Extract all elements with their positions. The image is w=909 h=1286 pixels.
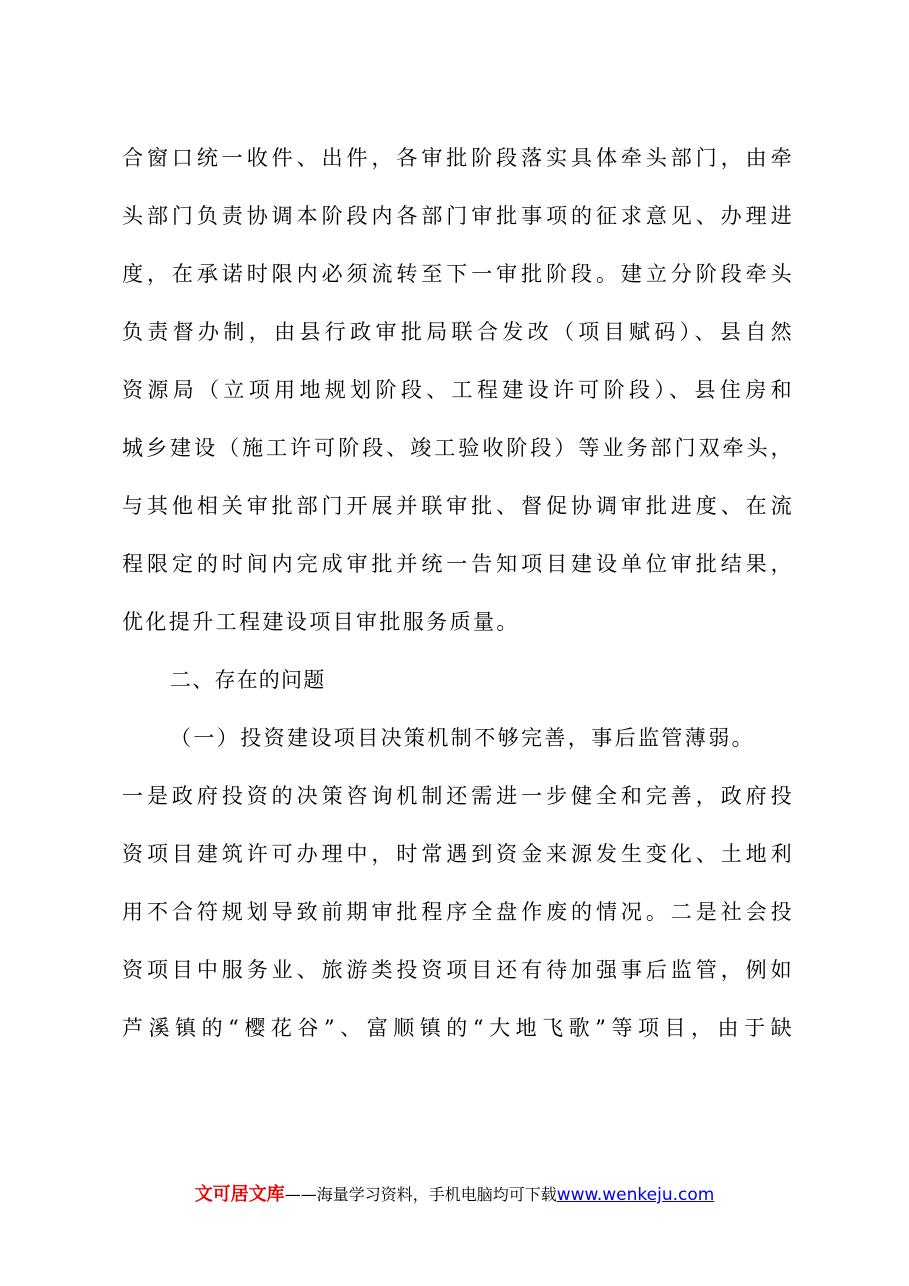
text-line: 与其他相关审批部门开展并联审批、督促协调审批进度、在流 xyxy=(122,494,794,518)
text-line: 程限定的时间内完成审批并统一告知项目建设单位审批结果， xyxy=(122,552,794,576)
text-line: 度，在承诺时限内必须流转至下一审批阶段。建立分阶段牵头 xyxy=(122,262,794,286)
text-line: 资项目建筑许可办理中，时常遇到资金来源发生变化、土地利 xyxy=(122,842,794,866)
text-line: 资源局（立项用地规划阶段、工程建设许可阶段）、县住房和 xyxy=(122,378,794,402)
text-line: 一是政府投资的决策咨询机制还需进一步健全和完善，政府投 xyxy=(122,784,794,808)
page-footer xyxy=(0,1180,909,1206)
text-line: 头部门负责协调本阶段内各部门审批事项的征求意见、办理进 xyxy=(122,204,794,228)
text-line: 合窗口统一收件、出件，各审批阶段落实具体牵头部门，由牵 xyxy=(122,146,794,170)
document-body xyxy=(122,134,794,1062)
text-line: 优化提升工程建设项目审批服务质量。 xyxy=(122,610,520,634)
text-line: 资项目中服务业、旅游类投资项目还有待加强事后监管，例如 xyxy=(122,958,794,982)
footer-link[interactable]: www.wenkeju.com xyxy=(556,1185,715,1205)
section-heading: 二、存在的问题 xyxy=(170,668,326,692)
text-line: 城乡建设（施工许可阶段、竣工验收阶段）等业务部门双牵头， xyxy=(122,436,794,460)
footer-brand: 文可居文库 xyxy=(194,1184,285,1205)
text-line: 芦溪镇的“樱花谷”、富顺镇的“大地飞歌”等项目，由于缺 xyxy=(122,1016,794,1040)
footer-slogan: ——海量学习资料，手机电脑均可下载 xyxy=(284,1185,557,1204)
subsection-heading: （一）投资建设项目决策机制不够完善，事后监管薄弱。 xyxy=(170,726,755,750)
text-line: 用不合符规划导致前期审批程序全盘作废的情况。二是社会投 xyxy=(122,900,794,924)
text-line: 负责督办制，由县行政审批局联合发改（项目赋码）、县自然 xyxy=(122,320,794,344)
